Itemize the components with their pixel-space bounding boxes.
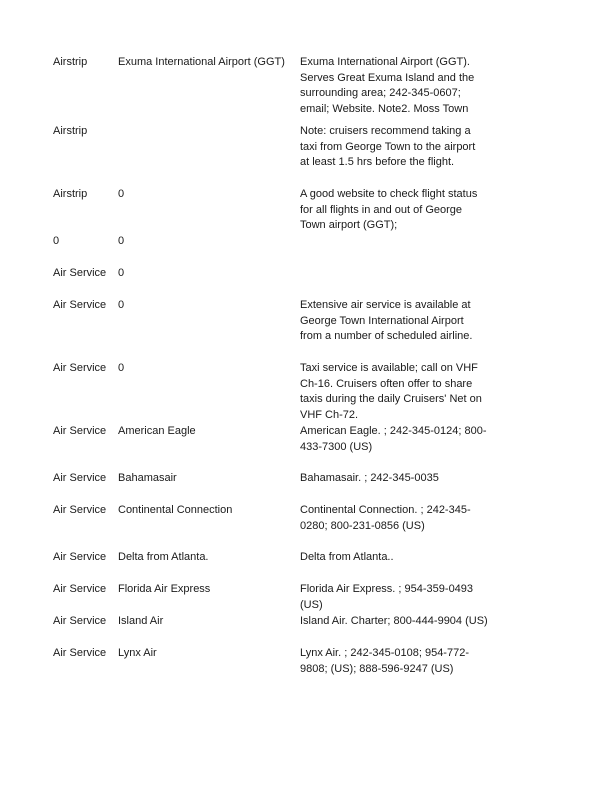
row-type: Air Service [53, 425, 107, 437]
row-details: Bahamasair. ; 242-345-0035 [300, 472, 439, 484]
row-details: Island Air. Charter; 800-444-9904 (US) [300, 615, 488, 627]
row-details: Exuma International Airport (GGT). Serves Great Exuma Island and the surrounding area; 242-345-0607; email; Website. Note2. Moss Town [300, 56, 475, 115]
row-details: Florida Air Express. ; 954-359-0493 (US) [300, 583, 474, 611]
row-name: Island Air [118, 615, 164, 627]
row-name: Continental Connection [118, 504, 233, 516]
row-type: Air Service [53, 615, 107, 627]
row-name: 0 [118, 267, 125, 279]
row-type: 0 [53, 235, 60, 247]
row-type: Airstrip [53, 188, 88, 200]
row-name: Delta from Atlanta. [118, 551, 209, 563]
row-type: Airstrip [53, 125, 88, 137]
row-type: Airstrip [53, 56, 88, 68]
row-name: American Eagle [118, 425, 196, 437]
row-name: Florida Air Express [118, 583, 211, 595]
row-details: Lynx Air. ; 242-345-0108; 954-772- 9808; (US); 888-596-9247 (US) [300, 647, 469, 675]
row-name: 0 [118, 362, 125, 374]
row-details: Delta from Atlanta.. [300, 551, 394, 563]
row-name: Bahamasair [118, 472, 177, 484]
row-name: 0 [118, 299, 125, 311]
row-name: Exuma International Airport (GGT) [118, 56, 285, 68]
row-type: Air Service [53, 551, 107, 563]
row-type: Air Service [53, 299, 107, 311]
row-details: A good website to check flight status for all flights in and out of George Town airport (GGT); [300, 188, 478, 231]
row-type: Air Service [53, 362, 107, 374]
row-type: Air Service [53, 472, 107, 484]
row-name: 0 [118, 188, 125, 200]
row-type: Air Service [53, 583, 107, 595]
row-details: Continental Connection. ; 242-345- 0280; 800-231-0856 (US) [300, 504, 471, 532]
row-type: Air Service [53, 504, 107, 516]
row-type: Air Service [53, 647, 107, 659]
row-type: Air Service [53, 267, 107, 279]
row-name: 0 [118, 235, 125, 247]
row-details: Extensive air service is available at George Town International Airport from a number of scheduled airline. [300, 299, 473, 342]
row-details: Taxi service is available; call on VHF Ch-16. Cruisers often offer to share taxis during the daily Cruisers' Net on VHF Ch-72. [300, 362, 482, 421]
row-details: American Eagle. ; 242-345-0124; 800- 433-7300 (US) [300, 425, 487, 453]
row-details: Note: cruisers recommend taking a taxi from George Town to the airport at least 1.5 hrs before the flight. [300, 125, 476, 168]
row-name: Lynx Air [118, 647, 157, 659]
